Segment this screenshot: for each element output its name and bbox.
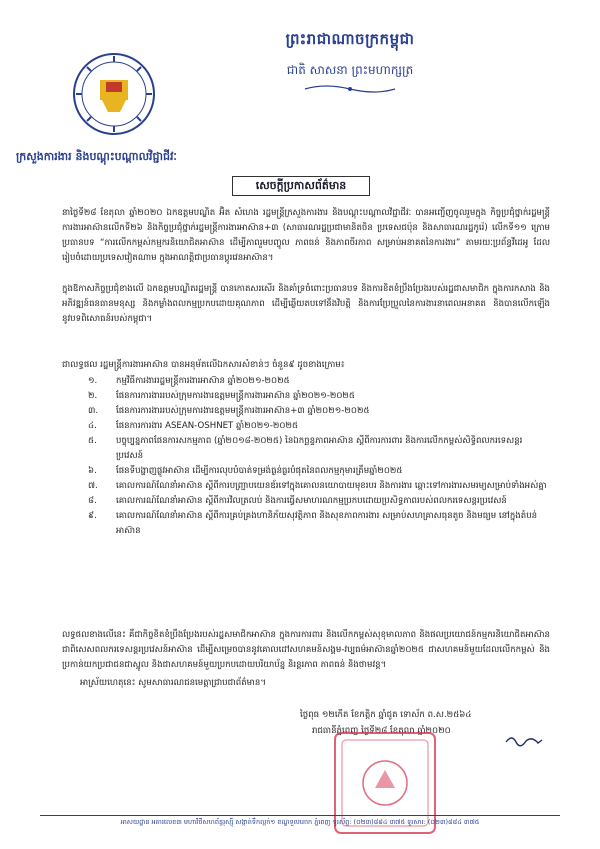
kingdom-motto: ជាតិ សាសនា ព្រះមហាក្សត្រ bbox=[286, 63, 414, 77]
list-item: ៨. គោលការណ៍ណែនាំអាស៊ាន ស្តីពីការវិលត្រលប់ និងការធ្វើសមាហរណកម្មប្រកបដោយប្រសិទ្ធភាពរបស់ពលករទេសន្តរប្រវេសន៍ bbox=[88, 496, 507, 506]
motto-ornament-icon bbox=[300, 82, 400, 96]
paragraph-1: នាថ្ងៃទី២៨ ខែតុលា ឆ្នាំ២០២០ ឯកឧត្តមបណ្ឌិត អ៊ិត សំហេង រដ្ឋមន្ត្រីក្រសួងការងារ និងបណ្តុះបណ្តាលវិជ្ជាជីវៈ បានអញ្ជើញចូលរួមក្នុង កិច្ចប្រជុំថ្នាក់រដ្ឋមន្ត្រីការងារអាស៊ានលើកទី២៦ និងកិច្ចប្រជុំថ្នាក់រដ្ឋមន្ត្រីការងារអាស៊ាន+៣ (សាធារណរដ្ឋប្រជាមានិតចិន ប្រទេសជប៉ុន និងសាធារណរដ្ឋកូរ៉េ) លើកទី១១ ក្រោមប្រធានបទ “ការលើកកម្ពស់កម្មករនិយោជិតអាស៊ាន ដើម្បីភាពរួមបញ្ចូល ភាពធន់ និងភាពចីរភាព សម្រាប់អនាគតនៃការងារ” តាមរយៈប្រព័ន្ធវីដេអូ ដែលរៀបចំដោយប្រទេសវៀតណាម ក្នុងអាណត្តិជាប្រធានប្តូរវេនអាស៊ាន។ bbox=[62, 208, 550, 263]
paragraph-4: លទ្ធផលខាងលើនេះ គឺជាកិច្ចខិតខំប្រឹងប្រែងរបស់រដ្ឋសមាជិកអាស៊ាន ក្នុងការការពារ និងលើកកម្ពស់សុខុមាលភាព និងផលប្រយោជន៍កម្មករនិយោជិតអាស៊ាន ជាពិសេសពលករទេសន្តរប្រវេសន៍អាស៊ាន ដើម្បីសម្រេចបាននូវគោលដៅសហគមន៍សង្គម-វប្បធម៌អាស៊ានឆ្នាំ២០២៥ ជាសហគមន៍មួយដែលលើកកម្ពស់ និងប្រកាន់យកប្រជាជនជាស្នូល និងជាសហគមន៍មួយប្រកបដោយបរិយាប័ន្ន និរន្តរភាព ភាពធន់ និងថាមវន្ត។ bbox=[62, 630, 550, 670]
list-item: ៧. គោលការណ៍ណែនាំអាស៊ាន ស្តីពីការបញ្ជ្រាបយេនឌ័រទៅក្នុងគោលនយោបាយមុខរបរ និងការងារ ឆ្ពោះទៅការងារសមរម្យសម្រាប់ទាំងអស់គ្នា bbox=[88, 481, 547, 491]
paragraph-2: ក្នុងឱកាសកិច្ចប្រជុំខាងលើ ឯកឧត្តមបណ្ឌិតរដ្ឋមន្ត្រី បានកោតសរសើរ និងគាំទ្រចំពោះប្រធានបទ និងការខិតខំប្រឹងប្រែងរបស់រដ្ឋជាសមាជិក ក្នុងការកសាង និងអភិវឌ្ឍន៍ធនធានមនុស្ស និងកម្លាំងពលកម្មប្រកបដោយគុណភាព ដើម្បីឆ្លើយតបទៅនឹងវិបត្តិ និងការប្រែប្រួលនៃការងារនាពេលអនាគត និងបានលើកឡើងនូវបទពិសោធន៍របស់កម្ពុជា។ bbox=[62, 284, 550, 324]
list-item: ៤. ផែនការការងារ ASEAN-OSHNET ឆ្នាំ២០២១-២០២៥ bbox=[88, 421, 299, 431]
kingdom-title: ព្រះរាជាណាចក្រកម្ពុជា bbox=[285, 30, 415, 48]
footer-address: អាសយដ្ឋាន អគារលេខ៣ មហាវិថីសហព័ន្ធរុស្ស៊ី សង្កាត់ទឹកល្អក់១ ខណ្ឌទួលគោក ភ្នំពេញ ទូរស័ព្ទ: (០២៣)៨៨៤ ៣៧៥ ទូរសារ: (០២៣)៨៨៤ ៣៧៥ bbox=[120, 818, 480, 826]
announcement-title: សេចក្តីប្រកាសព័ត៌មាន bbox=[232, 176, 370, 196]
list-item: ៥. បច្ចុប្បន្នភាពផែនការសកម្មភាព (ឆ្នាំ២០១៨-២០២៥) នៃឯកច្ឆន្ទភាពអាស៊ាន ស្តីពីការការពារ និងការលើកកម្ពស់សិទ្ធិពលករទេសន្តរប្រវេសន៍ bbox=[88, 436, 523, 461]
list-item: ៣. ផែនការការងាររបស់ក្រុមការងារឧត្តមមន្ត្រីការងារអាស៊ាន+៣ ឆ្នាំ២០២១-២០២៥ bbox=[88, 406, 370, 416]
kingdom-heading bbox=[200, 30, 500, 100]
paragraph-5: អាស្រ័យហេតុនេះ សូមសាធារណជនមេត្តាជ្រាបជាព័ត៌មាន។ bbox=[80, 678, 266, 688]
solar-date: រាជធានីភ្នំពេញ ថ្ងៃទី២៨ ខែតុលា ឆ្នាំ២០២០ bbox=[312, 726, 451, 736]
lunar-date: ថ្ងៃពុធ ១២កើត ខែកត្តិក ឆ្នាំជូត ទោស័ក ព.ស.២៥៦៤ bbox=[300, 710, 472, 720]
ministry-name: ក្រសួងការងារ និងបណ្តុះបណ្តាលវិជ្ជាជីវៈ bbox=[16, 150, 177, 163]
list-item: ៩. គោលការណ៍ណែនាំអាស៊ាន ស្តីពីការគ្រប់គ្រងហានិភ័យសុវត្ថិភាព និងសុខភាពការងារ សម្រាប់សហគ្រាសធុនតូច និងមធ្យម នៅក្នុងតំបន់អាស៊ាន bbox=[88, 511, 538, 536]
documents-list bbox=[88, 374, 548, 539]
list-item: ៦. ផែនទីបង្ហាញផ្លូវអាស៊ាន ដើម្បីការលុបបំបាត់ទម្រង់ធ្ងន់ធ្ងរបំផុតនៃពលកម្មកុមារត្រឹមឆ្នាំ២០២៥ bbox=[88, 466, 403, 476]
list-item: ២. ផែនការការងាររបស់ក្រុមការងារឧត្តមមន្ត្រីការងារអាស៊ាន ឆ្នាំ២០២១-២០២៥ bbox=[88, 391, 356, 401]
list-item: ១. កម្មវិធីការងាររដ្ឋមន្ត្រីការងារអាស៊ាន ឆ្នាំ២០២១-២០២៥ bbox=[88, 376, 290, 386]
paragraph-3: ជាលទ្ធផល រដ្ឋមន្ត្រីការងារអាស៊ាន បានអនុម័តលើឯកសារសំខាន់ៗ ចំនួន៩ ដូចខាងក្រោម៖ bbox=[62, 360, 345, 370]
ministry-logo bbox=[72, 52, 156, 136]
footer-divider bbox=[40, 815, 560, 816]
signature-icon bbox=[504, 732, 544, 748]
